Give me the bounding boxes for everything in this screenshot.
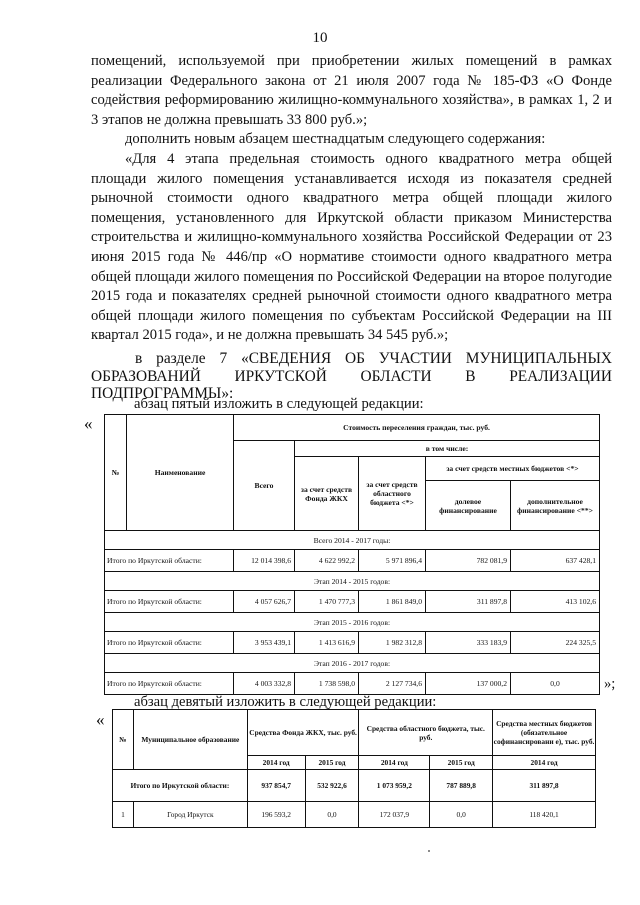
col-header-year-2015: 2015 год (430, 756, 493, 770)
paragraph-6: абзац девятый изложить в следующей редакции: (134, 694, 437, 710)
group-title: Этап 2016 - 2017 годов: (105, 654, 600, 673)
cell-fund: 1 738 598,0 (295, 673, 359, 695)
paragraph-3: «Для 4 этапа предельная стоимость одного квадратного метра общей площади жилого помещения устанавливается исходя из показателя средней рыночной стоимости одного квадратного метра общей площади жилого помещения, установленного для Иркутской области приказом Министерства строительства и жилищно-коммунального хозяйства Российской Федерации от 23 июня 2015 года № 446/пр «О нормативе стоимости одного квадратного метра общей площади жилого помещения по Российской Федерации на второе полугодие 2015 года и показателях средней рыночной стоимости одного квадратного метра общей площади жилого помещения по субъектам Российской Федерации на III квартал 2015 года», и не должна превышать 34 545 руб.»; (91, 150, 612, 344)
cell-value: 196 593,2 (247, 802, 305, 828)
col-header-including: в том числе: (295, 441, 600, 457)
quote-open-1: « (84, 414, 93, 433)
cell-additional: 0,0 (511, 673, 600, 695)
col-header-local: за счет средств местных бюджетов <*> (426, 457, 600, 481)
col-header-regional: Средства областного бюджета, тыс. руб. (359, 710, 493, 756)
col-header-fund: Средства Фонда ЖКХ, тыс. руб. (247, 710, 359, 756)
cell-regional: 2 127 734,6 (359, 673, 426, 695)
col-header-share: долевое финансирование (426, 481, 511, 531)
col-header-no: № (113, 710, 134, 770)
col-header-additional: дополнительное финансирование <**> (511, 481, 600, 531)
cell-additional: 224 325,5 (511, 632, 600, 654)
cell-value: 787 889,8 (430, 770, 493, 802)
row-label: Итого по Иркутской области: (105, 673, 234, 695)
row-label: Итого по Иркутской области: (113, 770, 248, 802)
cell-share: 137 000,2 (426, 673, 511, 695)
group-title: Этап 2015 - 2016 годов: (105, 613, 600, 632)
paragraph-5: абзац пятый изложить в следующей редакции: (134, 396, 424, 412)
cell-additional: 637 428,1 (511, 550, 600, 572)
table-row (105, 591, 600, 613)
table-resettlement-cost (104, 414, 600, 695)
col-header-year-2015: 2015 год (305, 756, 359, 770)
table-row (105, 550, 600, 572)
col-header-total: Всего (234, 441, 295, 531)
table-row (105, 673, 600, 695)
table-row (113, 802, 596, 828)
col-header-name: Наименование (127, 415, 234, 531)
col-header-year-2014: 2014 год (359, 756, 430, 770)
cell-share: 333 183,9 (426, 632, 511, 654)
cell-value: 118 420,1 (493, 802, 596, 828)
col-header-fund: за счет средств Фонда ЖКХ (295, 457, 359, 531)
row-label: Итого по Иркутской области: (105, 550, 234, 572)
col-header-no: № (105, 415, 127, 531)
cell-regional: 5 971 896,4 (359, 550, 426, 572)
quote-open-2: « (96, 710, 105, 729)
cell-total: 4 003 332,8 (234, 673, 295, 695)
table-municipal-funding (112, 709, 596, 828)
cell-fund: 1 413 616,9 (295, 632, 359, 654)
group-title: Всего 2014 - 2017 годы: (105, 531, 600, 550)
col-header-regional: за счет средств областного бюджета <*> (359, 457, 426, 531)
cell-fund: 4 622 992,2 (295, 550, 359, 572)
cell-share: 782 081,9 (426, 550, 511, 572)
paragraph-4: в разделе 7 «СВЕДЕНИЯ ОБ УЧАСТИИ МУНИЦИПАЛЬНЫХ ОБРАЗОВАНИЙ ИРКУТСКОЙ ОБЛАСТИ В РЕАЛИЗАЦИИ ПОДПРОГРАММЫ»: (91, 349, 612, 403)
col-header-cost: Стоимость переселения граждан, тыс. руб. (234, 415, 600, 441)
cell-value: 532 922,6 (305, 770, 359, 802)
cell-value: 937 854,7 (247, 770, 305, 802)
cell-total: 12 014 398,6 (234, 550, 295, 572)
col-header-year-2014: 2014 год (493, 756, 596, 770)
quote-close-1: »; (604, 676, 616, 692)
speck-mark (428, 850, 430, 852)
row-label: Город Иркутск (133, 802, 247, 828)
row-label: Итого по Иркутской области: (105, 632, 234, 654)
row-label: Итого по Иркутской области: (105, 591, 234, 613)
cell-total: 4 057 626,7 (234, 591, 295, 613)
group-title: Этап 2014 - 2015 годов: (105, 572, 600, 591)
cell-value: 0,0 (305, 802, 359, 828)
cell-additional: 413 102,6 (511, 591, 600, 613)
row-number: 1 (113, 802, 134, 828)
cell-share: 311 897,8 (426, 591, 511, 613)
table-row (105, 632, 600, 654)
cell-value: 0,0 (430, 802, 493, 828)
body-text (91, 52, 612, 403)
col-header-year-2014: 2014 год (247, 756, 305, 770)
cell-value: 311 897,8 (493, 770, 596, 802)
paragraph-2: дополнить новым абзацем шестнадцатым следующего содержания: (125, 131, 546, 148)
col-header-municipality: Муниципальное образование (133, 710, 247, 770)
col-header-local: Средства местных бюджетов (обязательное софинансировани е), тыс. руб. (493, 710, 596, 756)
cell-value: 1 073 959,2 (359, 770, 430, 802)
cell-fund: 1 470 777,3 (295, 591, 359, 613)
table-row (113, 770, 596, 802)
cell-regional: 1 982 312,8 (359, 632, 426, 654)
page-number: 10 (312, 30, 328, 46)
cell-regional: 1 861 849,0 (359, 591, 426, 613)
cell-total: 3 953 439,1 (234, 632, 295, 654)
paragraph-1: помещений, используемой при приобретении жилых помещений в рамках реализации Федерального закона от 21 июля 2007 года № 185-ФЗ «О Фонде содействия реформированию жилищно-коммунального хозяйства», в рамках 1, 2 и 3 этапов не должна превышать 33 800 руб.»; (91, 53, 612, 128)
cell-value: 172 037,9 (359, 802, 430, 828)
